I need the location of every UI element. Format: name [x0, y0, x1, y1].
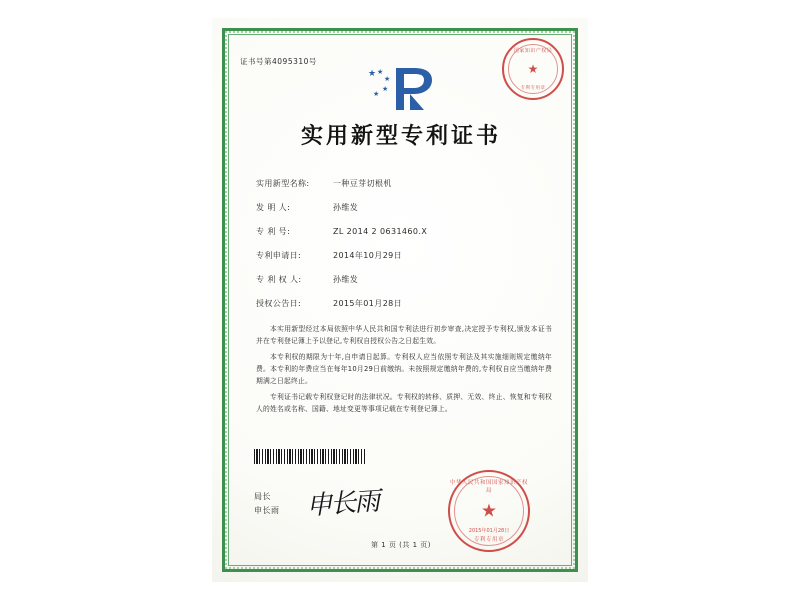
field-label: 实用新型名称:	[256, 179, 310, 188]
seal-top-text: 中华人民共和国国家知识产权局	[450, 480, 529, 494]
page-footer: 第 1 页 (共 1 页)	[371, 541, 431, 549]
signature-role-line-1: 局长	[254, 492, 271, 501]
field-list	[240, 178, 562, 309]
signature-role-line-2: 申长雨	[254, 506, 280, 515]
official-seal-top	[502, 38, 564, 100]
star-icon: ★	[527, 62, 539, 76]
paragraph: 本专利权的期限为十年,自申请日起算。专利权人应当依照专利法及其实施细则规定缴纳年费。本专利的年费应当在每年10月29日前缴纳。未按照规定缴纳年费的,专利权自应当缴纳年费期满之日起终止。	[256, 353, 552, 385]
certificate-number: 证书号第4095310号	[240, 57, 317, 66]
signature-block	[254, 490, 280, 518]
handwritten-signature: 申长雨	[305, 486, 380, 522]
field-row	[256, 226, 562, 237]
field-value: 孙维发	[332, 275, 359, 284]
field-label: 专 利 权 人:	[256, 275, 302, 284]
field-row	[256, 298, 562, 309]
barcode	[254, 449, 366, 464]
field-value: 孙维发	[332, 203, 359, 212]
stars-icon: ★ ★ ★ ★ ★	[368, 68, 391, 98]
field-label: 发 明 人:	[256, 203, 291, 212]
seal-date: 2015年01月28日	[468, 528, 510, 534]
patent-logo-icon	[390, 64, 434, 112]
field-label: 专 利 号:	[256, 227, 291, 236]
field-value: 一种豆芽切根机	[332, 179, 392, 188]
field-row	[256, 202, 562, 213]
field-row	[256, 250, 562, 261]
paragraph: 本实用新型经过本局依照中华人民共和国专利法进行初步审查,决定授予专利权,颁发本证书并在专利登记簿上予以登记,专利权自授权公告之日起生效。	[256, 325, 552, 345]
legal-text	[240, 323, 562, 415]
field-label: 授权公告日:	[256, 299, 302, 308]
field-value: 2015年01月28日	[332, 299, 403, 308]
field-label: 专利申请日:	[256, 251, 302, 260]
page-title: 实用新型专利证书	[300, 123, 501, 149]
star-icon: ★	[480, 500, 498, 522]
national-emblem-logo	[366, 64, 436, 112]
field-value: 2014年10月29日	[332, 251, 403, 260]
seal-bottom-text: 专利专用章	[473, 537, 504, 543]
paragraph: 专利证书记载专利权登记时的法律状况。专利权的转移、质押、无效、终止、恢复和专利权人的姓名或名称、国籍、地址变更等事项记载在专利登记簿上。	[256, 393, 552, 413]
official-seal-bottom	[448, 470, 530, 552]
field-row	[256, 274, 562, 285]
seal-bottom-text: 专利专用章	[520, 86, 546, 91]
field-row	[256, 178, 562, 189]
field-value: ZL 2014 2 0631460.X	[332, 227, 428, 236]
patent-certificate-page	[212, 18, 588, 582]
seal-top-text: 国家知识产权局	[513, 48, 553, 54]
